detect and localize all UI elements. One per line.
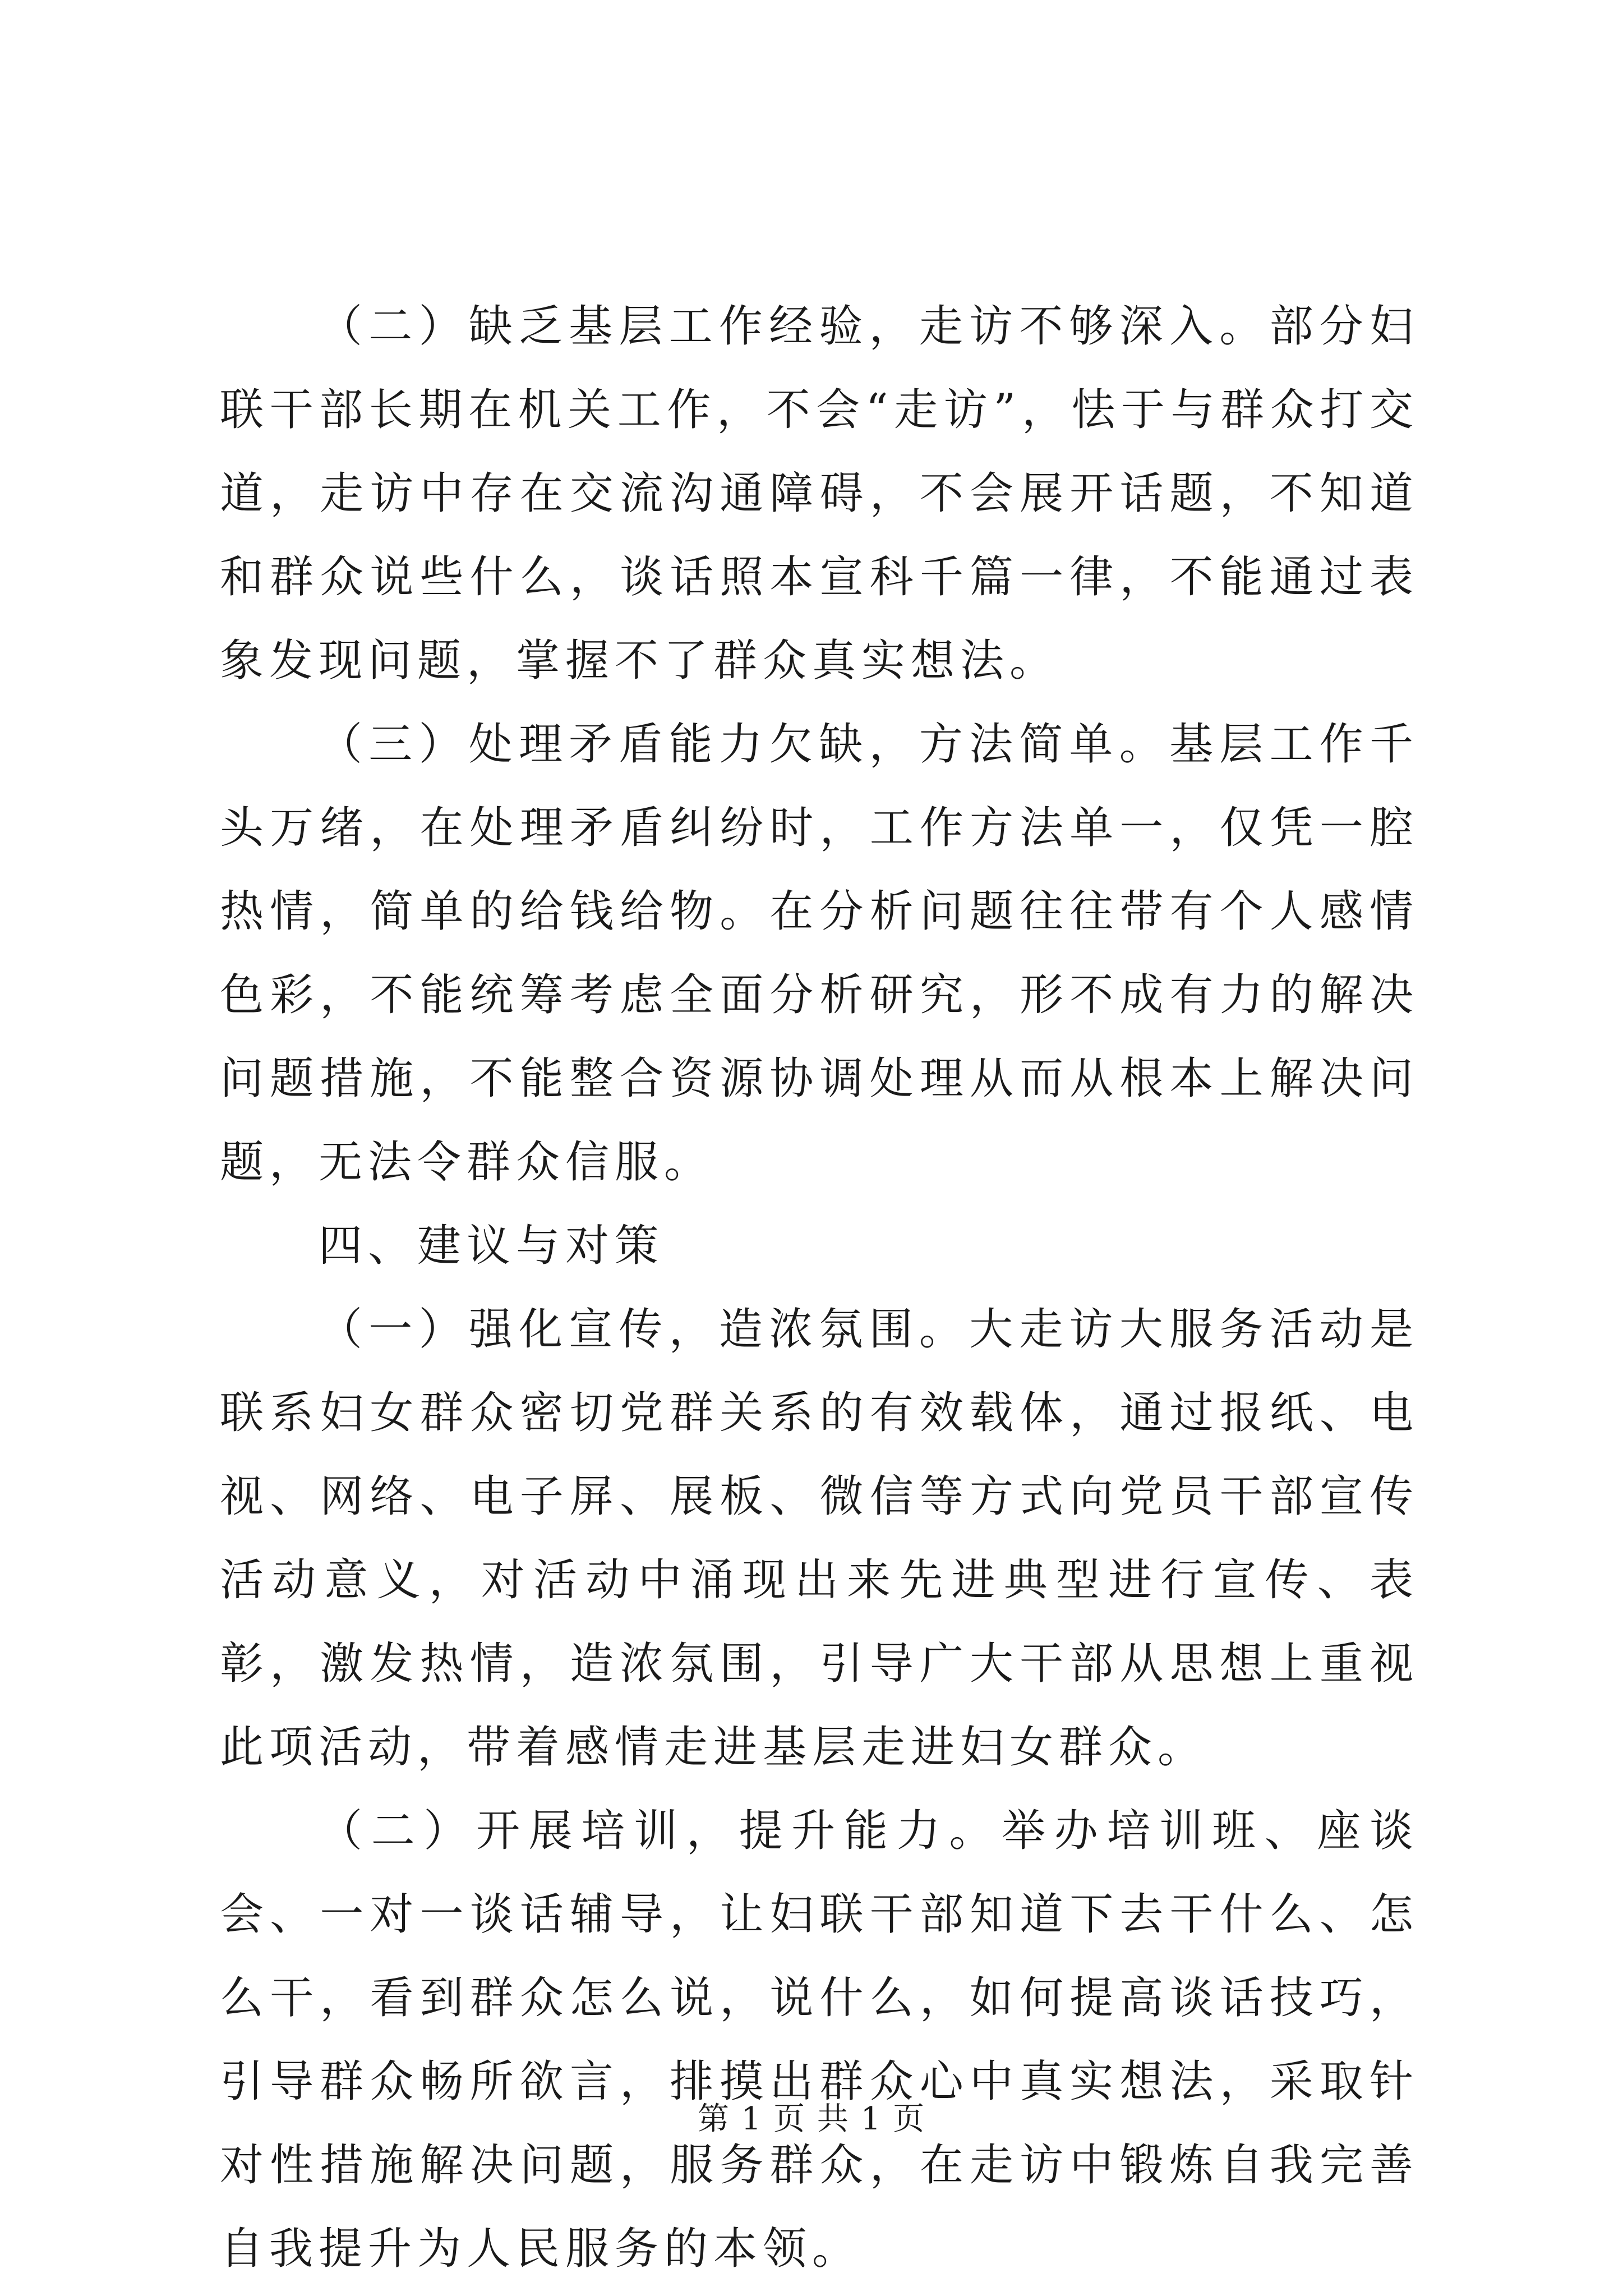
paragraph-training: （二）开展培训，提升能力。举办培训班、座谈会、一对一谈话辅导，让妇联干部知道下去干什么、怎么干，看到群众怎么说，说什么，如何提高谈话技巧，引导群众畅所欲言，排摸出群众心中真实想法，采取针对性措施解决问题，服务群众，在走访中锻炼自我完善自我提升为人民服务的本领。 (220, 1806, 1419, 2274)
paragraph-lack-experience: （二）缺乏基层工作经验，走访不够深入。部分妇联干部长期在机关工作，不会“走访”，怯于与群众打交道，走访中存在交流沟通障碍，不会展开话题，不知道和群众说些什么，谈话照本宣科千篇一律，不能通过表象发现问题，掌握不了群众真实想法。 (220, 301, 1419, 686)
section-heading-suggestions: 四、建议与对策 (319, 1221, 665, 1271)
document-body (220, 285, 1419, 2291)
paragraph-conflict-handling: （三）处理矛盾能力欠缺，方法简单。基层工作千头万绪，在处理矛盾纠纷时，工作方法单一，仅凭一腔热情，简单的给钱给物。在分析问题往往带有个人感情色彩，不能统筹考虑全面分析研究，形不成有力的解决问题措施，不能整合资源协调处理从而从根本上解决问题，无法令群众信服。 (220, 719, 1419, 1188)
paragraph-publicity: （一）强化宣传，造浓氛围。大走访大服务活动是联系妇女群众密切党群关系的有效载体，通过报纸、电视、网络、电子屏、展板、微信等方式向党员干部宣传活动意义，对活动中涌现出来先进典型进行宣传、表彰，激发热情，造浓氛围，引导广大干部从思想上重视此项活动，带着感情走进基层走进妇女群众。 (220, 1304, 1419, 1773)
page-footer: 第 1 页 共 1 页 (697, 2101, 926, 2137)
